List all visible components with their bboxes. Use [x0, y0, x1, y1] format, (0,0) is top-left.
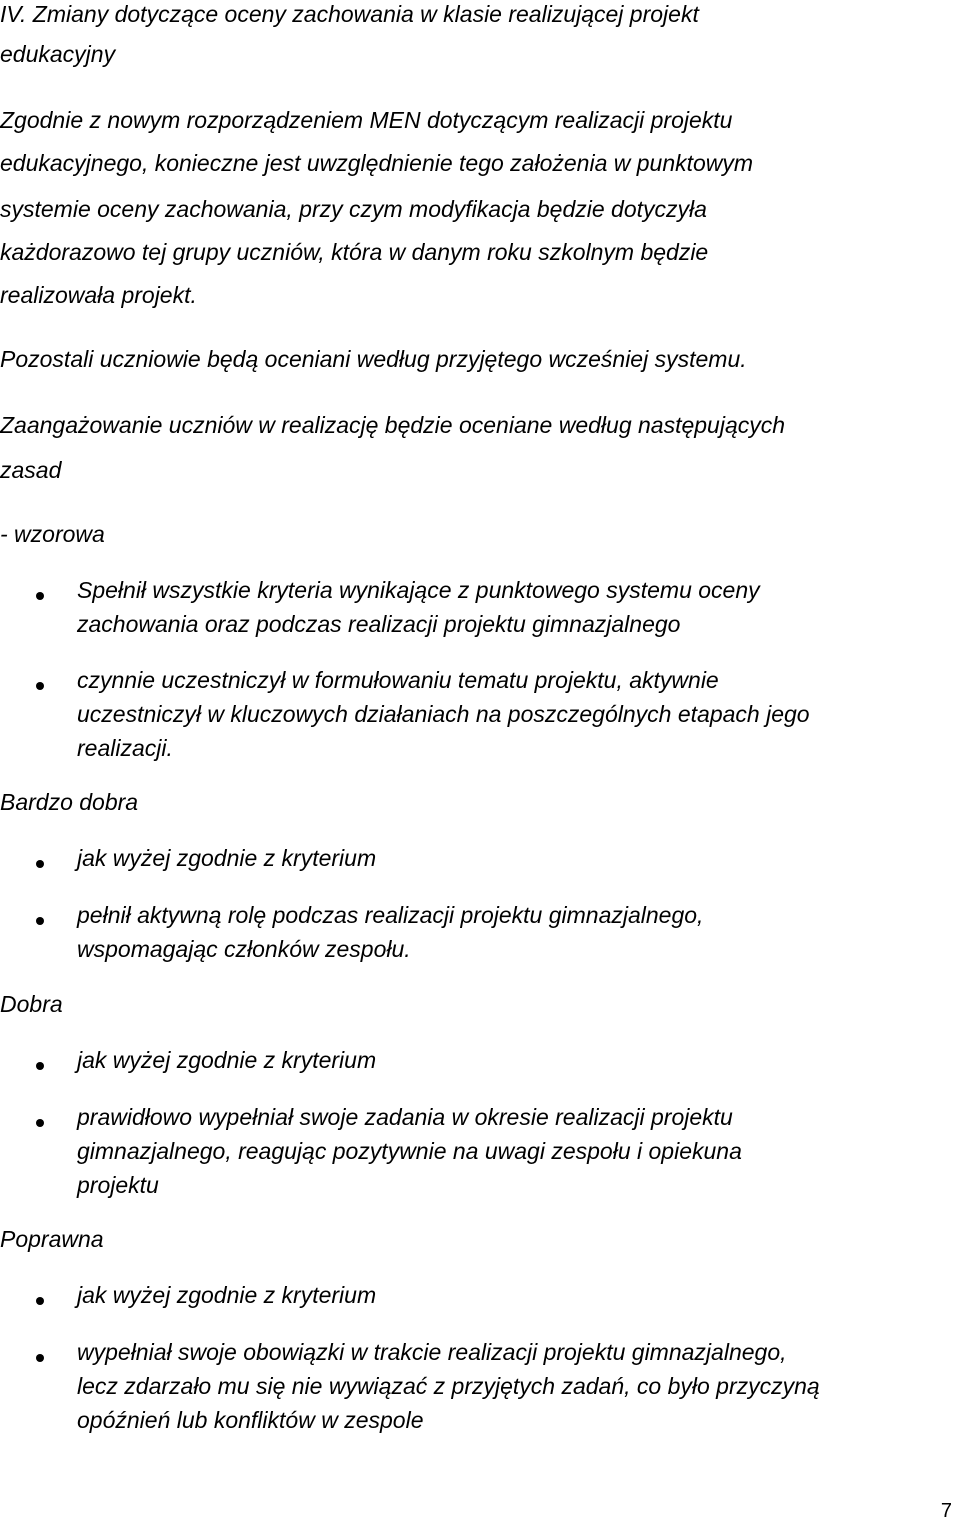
bullet-text: opóźnień lub konfliktów w zespole: [77, 1407, 424, 1433]
bullet-text: pełnił aktywną rolę podczas realizacji projektu gimnazjalnego,: [77, 902, 704, 928]
intro-line: zasad: [0, 457, 62, 483]
bullet-text: gimnazjalnego, reagując pozytywnie na uwagi zespołu i opiekuna: [77, 1138, 742, 1164]
bullet-text: Spełnił wszystkie kryteria wynikające z punktowego systemu oceny: [77, 577, 760, 603]
bullet-icon: [36, 860, 44, 868]
intro-line: Zgodnie z nowym rozporządzeniem MEN dotyczącym realizacji projektu: [0, 107, 733, 133]
section-title-bardzo-dobra: Bardzo dobra: [0, 789, 139, 815]
bullet-text: realizacji.: [77, 735, 173, 761]
section-title-wzorowa: - wzorowa: [0, 521, 105, 547]
bullet-icon: [36, 1119, 44, 1127]
bullet-text: uczestniczył w kluczowych działaniach na poszczególnych etapach jego: [77, 701, 810, 727]
bullet-icon: [36, 1297, 44, 1305]
bullet-icon: [36, 917, 44, 925]
bullet-text: wspomagając członków zespołu.: [77, 936, 411, 962]
bullet-icon: [36, 592, 44, 600]
heading-line-2: edukacyjny: [0, 41, 116, 67]
intro-line: realizowała projekt.: [0, 282, 197, 308]
intro-line: edukacyjnego, konieczne jest uwzględnienie tego założenia w punktowym: [0, 150, 754, 176]
intro-line: systemie oceny zachowania, przy czym modyfikacja będzie dotyczyła: [0, 196, 707, 222]
intro-line: Zaangażowanie uczniów w realizację będzie oceniane według następujących: [0, 412, 786, 438]
bullet-text: jak wyżej zgodnie z kryterium: [77, 1047, 377, 1073]
bullet-icon: [36, 682, 44, 690]
bullet-text: projektu: [77, 1172, 159, 1198]
section-title-poprawna: Poprawna: [0, 1226, 104, 1252]
bullet-icon: [36, 1062, 44, 1070]
bullet-text: lecz zdarzało mu się nie wywiązać z przyjętych zadań, co było przyczyną: [77, 1373, 820, 1399]
bullet-text: jak wyżej zgodnie z kryterium: [77, 1282, 377, 1308]
heading-line-1: IV. Zmiany dotyczące oceny zachowania w klasie realizującej projekt: [0, 1, 699, 27]
bullet-text: zachowania oraz podczas realizacji projektu gimnazjalnego: [77, 611, 681, 637]
page-number: 7: [940, 1500, 952, 1522]
bullet-icon: [36, 1354, 44, 1362]
bullet-text: prawidłowo wypełniał swoje zadania w okresie realizacji projektu: [77, 1104, 733, 1130]
bullet-text: wypełniał swoje obowiązki w trakcie realizacji projektu gimnazjalnego,: [77, 1339, 787, 1365]
bullet-text: czynnie uczestniczył w formułowaniu tematu projektu, aktywnie: [77, 667, 719, 693]
section-title-dobra: Dobra: [0, 991, 63, 1017]
bullet-text: jak wyżej zgodnie z kryterium: [77, 845, 377, 871]
intro-paragraph-2: Pozostali uczniowie będą oceniani według przyjętego wcześniej systemu.: [0, 346, 747, 372]
intro-line: każdorazowo tej grupy uczniów, która w danym roku szkolnym będzie: [0, 239, 709, 265]
